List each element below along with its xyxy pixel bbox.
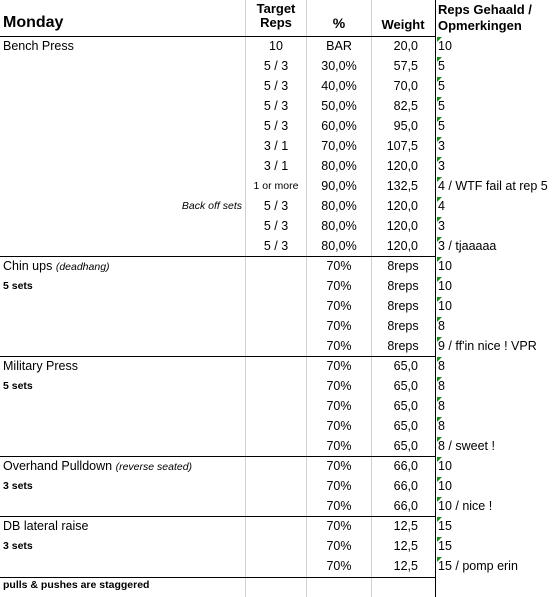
weight-cell[interactable]: 132,5	[386, 179, 418, 193]
percent-cell[interactable]: 80,0%	[321, 199, 357, 213]
comments-column-border	[435, 0, 436, 597]
column-gridline	[306, 0, 307, 597]
sets-count[interactable]: 5 sets	[3, 380, 33, 392]
sets-count[interactable]: 3 sets	[3, 540, 33, 552]
percent-cell[interactable]: 70%	[326, 319, 352, 333]
target-reps-cell[interactable]: 5 / 3	[263, 219, 289, 233]
percent-cell[interactable]: 70%	[326, 439, 352, 453]
percent-cell[interactable]: 70%	[326, 299, 352, 313]
exercise-name[interactable]	[3, 36, 243, 56]
reps-done-cell[interactable]: 3	[438, 159, 445, 173]
comment-marker-icon	[437, 197, 442, 202]
weight-cell[interactable]: 8reps	[387, 279, 419, 293]
reps-done-cell[interactable]: 10	[438, 479, 452, 493]
reps-done-cell[interactable]: 5	[438, 99, 445, 113]
section-divider	[0, 36, 436, 37]
weight-cell[interactable]: 12,5	[393, 539, 418, 553]
table-row	[0, 456, 560, 476]
section-divider	[0, 577, 436, 578]
comment-marker-icon	[437, 317, 442, 322]
back-off-note[interactable]: Back off sets	[181, 200, 242, 212]
reps-done-cell[interactable]: 15	[438, 539, 452, 553]
exercise-label: Bench Press	[3, 39, 74, 53]
day-header[interactable]: Monday	[3, 14, 64, 31]
weight-cell[interactable]: 66,0	[393, 459, 418, 473]
percent-cell[interactable]: 70%	[326, 359, 352, 373]
percent-cell[interactable]: 70%	[326, 479, 352, 493]
table-row	[0, 56, 560, 76]
percent-cell[interactable]: 70%	[326, 419, 352, 433]
weight-cell[interactable]: 8reps	[387, 299, 419, 313]
percent-cell[interactable]: 60,0%	[321, 119, 357, 133]
weight-cell[interactable]: 107,5	[386, 139, 418, 153]
comment-marker-icon	[437, 297, 442, 302]
percent-cell[interactable]: 70%	[326, 259, 352, 273]
weight-cell[interactable]: 12,5	[393, 519, 418, 533]
comment-marker-icon	[437, 77, 442, 82]
percent-cell[interactable]: 50,0%	[321, 99, 357, 113]
weight-cell[interactable]: 65,0	[393, 359, 418, 373]
exercise-name[interactable]	[3, 456, 243, 476]
comment-marker-icon	[437, 97, 442, 102]
table-row	[0, 296, 560, 316]
comment-marker-icon	[437, 217, 442, 222]
table-row	[0, 516, 560, 536]
weight-cell[interactable]: 65,0	[393, 399, 418, 413]
table-row	[0, 476, 560, 496]
weight-cell[interactable]: 65,0	[393, 379, 418, 393]
exercise-label: Military Press	[3, 359, 79, 373]
comment-marker-icon	[437, 517, 442, 522]
comment-marker-icon	[437, 497, 442, 502]
target-reps-cell[interactable]: 3 / 1	[263, 139, 289, 153]
section-divider	[0, 256, 436, 257]
comment-marker-icon	[437, 477, 442, 482]
target-reps-cell[interactable]: 1 or more	[253, 180, 299, 192]
weight-cell[interactable]: 95,0	[393, 119, 418, 133]
table-row	[0, 356, 560, 376]
comment-marker-icon	[437, 117, 442, 122]
table-row	[0, 116, 560, 136]
percent-cell[interactable]: 70%	[326, 559, 352, 573]
reps-done-cell[interactable]: 10 / nice !	[438, 499, 493, 513]
weight-cell[interactable]: 120,0	[386, 199, 418, 213]
percent-cell[interactable]: 70,0%	[321, 139, 357, 153]
percent-cell[interactable]: 70%	[326, 499, 352, 513]
comment-marker-icon	[437, 157, 442, 162]
comment-marker-icon	[437, 337, 442, 342]
target-reps-header[interactable]: Target Reps	[256, 1, 296, 30]
reps-done-cell[interactable]: 15 / pomp erin	[438, 559, 518, 573]
percent-cell[interactable]: 90,0%	[321, 179, 357, 193]
comment-marker-icon	[437, 457, 442, 462]
percent-cell[interactable]: 80,0%	[321, 239, 357, 253]
target-reps-cell[interactable]: 5 / 3	[263, 239, 289, 253]
weight-cell[interactable]: 120,0	[386, 159, 418, 173]
comment-marker-icon	[437, 237, 442, 242]
section-divider	[0, 356, 436, 357]
table-row	[0, 196, 560, 216]
reps-done-cell[interactable]: 3	[438, 219, 445, 233]
reps-done-cell[interactable]: 4 / WTF fail at rep 5	[438, 179, 548, 193]
percent-cell[interactable]: 40,0%	[321, 79, 357, 93]
reps-done-cell[interactable]: 10	[438, 299, 452, 313]
comment-marker-icon	[437, 397, 442, 402]
reps-done-cell[interactable]: 10	[438, 459, 452, 473]
header-row	[0, 0, 560, 36]
table-row	[0, 136, 560, 156]
exercise-name[interactable]	[3, 516, 243, 536]
table-row	[0, 416, 560, 436]
weight-cell[interactable]: 8reps	[387, 339, 419, 353]
percent-cell[interactable]: 80,0%	[321, 219, 357, 233]
percent-cell[interactable]: 70%	[326, 399, 352, 413]
sets-count[interactable]: 3 sets	[3, 480, 33, 492]
table-row	[0, 96, 560, 116]
percent-cell[interactable]: 80,0%	[321, 159, 357, 173]
reps-done-cell[interactable]: 9 / ff'in nice ! VPR	[438, 339, 537, 353]
table-row	[0, 36, 560, 56]
percent-cell[interactable]: BAR	[326, 39, 352, 53]
table-row	[0, 496, 560, 516]
reps-done-cell[interactable]: 8	[438, 379, 445, 393]
reps-done-cell[interactable]: 5	[438, 119, 445, 133]
weight-cell[interactable]: 120,0	[386, 239, 418, 253]
table-row	[0, 156, 560, 176]
exercise-name[interactable]	[3, 356, 243, 376]
weight-cell[interactable]: 120,0	[386, 219, 418, 233]
reps-done-cell[interactable]: 5	[438, 59, 445, 73]
percent-cell[interactable]: 70%	[326, 539, 352, 553]
reps-done-cell[interactable]: 5	[438, 79, 445, 93]
reps-done-cell[interactable]: 4	[438, 199, 445, 213]
comment-marker-icon	[437, 37, 442, 42]
weight-cell[interactable]: 82,5	[393, 99, 418, 113]
weight-cell[interactable]: 8reps	[387, 259, 419, 273]
percent-cell[interactable]: 70%	[326, 459, 352, 473]
section-divider	[0, 516, 436, 517]
reps-done-cell[interactable]: 10	[438, 259, 452, 273]
reps-done-cell[interactable]: 8 / sweet !	[438, 439, 495, 453]
table-row	[0, 176, 560, 196]
table-row	[0, 256, 560, 276]
weight-cell[interactable]: 70,0	[393, 79, 418, 93]
exercise-variant: (deadhang)	[55, 261, 110, 273]
exercise-label: Overhand Pulldown	[3, 459, 113, 473]
section-divider	[0, 456, 436, 457]
target-reps-cell[interactable]: 3 / 1	[263, 159, 289, 173]
comment-marker-icon	[437, 257, 442, 262]
comment-marker-icon	[437, 537, 442, 542]
table-row	[0, 316, 560, 336]
percent-cell[interactable]: 30,0%	[321, 59, 357, 73]
target-reps-cell[interactable]: 5 / 3	[263, 59, 289, 73]
reps-done-cell[interactable]: 10	[438, 279, 452, 293]
table-row	[0, 436, 560, 456]
table-row	[0, 536, 560, 556]
exercise-label: Chin ups	[3, 259, 53, 273]
weight-header[interactable]: Weight	[381, 17, 425, 32]
target-reps-cell[interactable]: 10	[269, 39, 283, 53]
target-reps-cell[interactable]: 5 / 3	[263, 79, 289, 93]
weight-cell[interactable]: 8reps	[387, 319, 419, 333]
column-gridline	[371, 0, 372, 597]
table-row	[0, 216, 560, 236]
table-row	[0, 376, 560, 396]
weight-cell[interactable]: 66,0	[393, 479, 418, 493]
comment-marker-icon	[437, 437, 442, 442]
weight-cell[interactable]: 12,5	[393, 559, 418, 573]
weight-cell[interactable]: 20,0	[393, 39, 418, 53]
reps-done-cell[interactable]: 8	[438, 419, 445, 433]
column-gridline	[245, 0, 246, 597]
comment-marker-icon	[437, 557, 442, 562]
table-row	[0, 236, 560, 256]
weight-cell[interactable]: 65,0	[393, 439, 418, 453]
percent-header[interactable]: %	[332, 15, 346, 31]
reps-done-cell[interactable]: 3	[438, 139, 445, 153]
reps-done-cell[interactable]: 15	[438, 519, 452, 533]
target-reps-cell[interactable]: 5 / 3	[263, 119, 289, 133]
exercise-name[interactable]	[3, 256, 243, 276]
reps-done-cell[interactable]: 8	[438, 359, 445, 373]
target-reps-cell[interactable]: 5 / 3	[263, 99, 289, 113]
percent-cell[interactable]: 70%	[326, 519, 352, 533]
table-row	[0, 396, 560, 416]
percent-cell[interactable]: 70%	[326, 279, 352, 293]
comment-marker-icon	[437, 277, 442, 282]
reps-done-header[interactable]: Reps Gehaald / Opmerkingen	[438, 2, 532, 33]
table-row	[0, 556, 560, 576]
reps-done-cell[interactable]: 3 / tjaaaaa	[438, 239, 497, 253]
comment-marker-icon	[437, 377, 442, 382]
comment-marker-icon	[437, 177, 442, 182]
percent-cell[interactable]: 70%	[326, 339, 352, 353]
footer-note[interactable]: pulls & pushes are staggered	[3, 579, 150, 591]
exercise-variant: (reverse seated)	[115, 461, 193, 473]
table-row	[0, 76, 560, 96]
table-row	[0, 276, 560, 296]
target-reps-cell[interactable]: 5 / 3	[263, 199, 289, 213]
comment-marker-icon	[437, 357, 442, 362]
reps-done-cell[interactable]: 8	[438, 399, 445, 413]
exercise-label: DB lateral raise	[3, 519, 89, 533]
percent-cell[interactable]: 70%	[326, 379, 352, 393]
weight-cell[interactable]: 57,5	[393, 59, 418, 73]
comment-marker-icon	[437, 417, 442, 422]
sets-count[interactable]: 5 sets	[3, 280, 33, 292]
weight-cell[interactable]: 66,0	[393, 499, 418, 513]
reps-done-cell[interactable]: 10	[438, 39, 452, 53]
comment-marker-icon	[437, 137, 442, 142]
weight-cell[interactable]: 65,0	[393, 419, 418, 433]
reps-done-cell[interactable]: 8	[438, 319, 445, 333]
table-row	[0, 336, 560, 356]
comment-marker-icon	[437, 57, 442, 62]
